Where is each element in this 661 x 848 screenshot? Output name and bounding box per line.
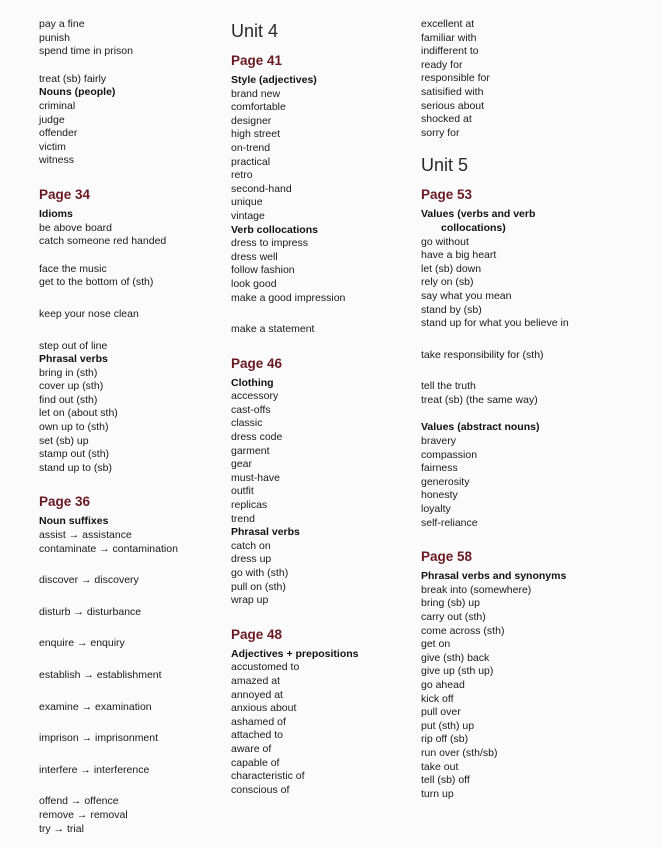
vocab-item: gear	[231, 458, 253, 471]
vocab-item: bravery	[421, 435, 457, 448]
column-1	[39, 18, 219, 836]
vocab-item: have a big heart	[421, 249, 497, 262]
vocab-item: conscious of	[231, 783, 290, 796]
unit-heading: Unit 4	[231, 21, 279, 41]
vocab-item: get to the bottom of (sth)	[39, 276, 154, 289]
vocab-item: generosity	[421, 475, 470, 488]
word-list	[421, 380, 621, 407]
vocab-item: offend → offence	[39, 795, 119, 808]
vocab-item: outfit	[231, 485, 254, 498]
vocab-item: punish	[39, 31, 70, 44]
vocab-item: examine → examination	[39, 700, 152, 713]
vocab-item: assist → assistance	[39, 529, 132, 542]
vocab-item: loyalty	[421, 503, 451, 516]
vocab-item: cover up (sth)	[39, 380, 104, 393]
vocab-item: own up to (sth)	[39, 421, 109, 434]
vocab-item: make a good impression	[231, 291, 346, 304]
section-heading: Adjectives + prepositions	[231, 647, 359, 660]
word-list	[231, 237, 411, 305]
vocab-item: rip off (sb)	[421, 733, 469, 746]
vocab-item: put (sth) up	[421, 719, 475, 732]
vocab-item: judge	[39, 113, 65, 126]
vocab-item: criminal	[39, 99, 76, 112]
section-heading: Phrasal verbs and synonyms	[421, 570, 567, 583]
vocab-item: attached to	[231, 729, 283, 742]
vocab-item: dress code	[231, 431, 283, 444]
word-list	[421, 435, 621, 530]
vocab-item: establish → establishment	[39, 669, 162, 681]
vocab-item: contaminate → contamination	[39, 542, 178, 555]
vocab-item: enquire → enquiry	[39, 637, 125, 650]
vocab-item: break into (somewhere)	[421, 583, 532, 596]
vocab-item: sorry for	[421, 126, 460, 139]
vocab-item: interfere → interference	[39, 763, 150, 776]
word-list	[39, 574, 219, 588]
vocab-item: look good	[231, 277, 277, 290]
vocab-item: take out	[421, 760, 459, 773]
vocab-item: offender	[39, 127, 78, 140]
vocab-item: annoyed at	[231, 688, 283, 701]
vocab-item: face the music	[39, 262, 107, 275]
word-list	[421, 236, 621, 331]
word-list	[421, 18, 621, 140]
vocab-item: keep your nose clean	[39, 307, 139, 320]
vocab-item: carry out (sth)	[421, 611, 486, 623]
vocab-item: accessory	[231, 390, 279, 403]
word-list	[39, 222, 219, 249]
vocab-item: retro	[231, 169, 253, 182]
page-heading: Page 46	[231, 355, 283, 371]
word-list	[39, 701, 219, 715]
vocab-item: high street	[231, 128, 281, 141]
page-heading: Page 36	[39, 494, 91, 510]
word-list	[39, 669, 219, 683]
vocab-item: rely on (sb)	[421, 276, 474, 289]
vocab-item: comfortable	[231, 101, 286, 114]
section-heading: Verb collocations	[231, 223, 318, 236]
vocab-item: anxious about	[231, 702, 297, 715]
vocab-item: turn up	[421, 787, 454, 800]
vocab-item: satisified with	[421, 85, 484, 98]
vocab-item: stand by (sb)	[421, 303, 482, 316]
vocab-item: be above board	[39, 221, 112, 234]
vocab-item: second-hand	[231, 182, 292, 195]
word-list	[39, 100, 219, 168]
vocab-item: serious about	[421, 99, 485, 112]
vocab-item: run over (sth/sb)	[421, 746, 498, 759]
word-list	[39, 637, 219, 651]
unit-heading: Unit 5	[421, 155, 469, 176]
vocab-item: go with (sth)	[231, 567, 289, 579]
vocab-item: treat (sb) fairly	[39, 72, 107, 85]
word-list	[421, 349, 621, 363]
vocab-item: let (sb) down	[421, 262, 482, 275]
vocab-item: step out of line	[39, 339, 108, 352]
vocab-item: try → trial	[39, 822, 84, 835]
word-list	[39, 73, 219, 87]
vocab-item: witness	[39, 154, 75, 167]
vocab-item: on-trend	[231, 141, 271, 154]
page-heading: Page 58	[421, 549, 473, 565]
vocab-item: characteristic of	[231, 770, 305, 783]
column-2	[231, 18, 411, 797]
word-list	[231, 390, 411, 526]
section-heading: Noun suffixes	[39, 515, 109, 528]
vocab-item: amazed at	[231, 674, 281, 687]
section-heading: Nouns (people)	[39, 86, 116, 99]
vocab-item: tell (sb) off	[421, 774, 470, 787]
column-3	[421, 18, 621, 801]
vocab-item: treat (sb) (the same way)	[421, 393, 538, 406]
vocab-item: ready for	[421, 58, 463, 71]
page-heading: Page 48	[231, 626, 283, 642]
vocab-item: stand up for what you believe in	[421, 317, 569, 330]
vocab-item: go without	[421, 235, 469, 248]
word-list	[39, 795, 219, 836]
vocab-item: find out (sth)	[39, 393, 98, 406]
word-list	[39, 529, 219, 556]
vocab-item: catch on	[231, 539, 271, 552]
vocab-item: shocked at	[421, 113, 472, 126]
vocab-item: set (sb) up	[39, 434, 89, 447]
vocab-item: stamp out (sth)	[39, 448, 110, 461]
vocab-item: cast-offs	[231, 403, 271, 416]
vocab-item: brand new	[231, 87, 281, 100]
vocab-item: practical	[231, 155, 271, 168]
section-heading: Style (adjectives)	[231, 74, 317, 86]
vocab-item: go ahead	[421, 678, 465, 691]
section-heading: Values (abstract nouns)	[421, 421, 540, 434]
vocab-item: spend time in prison	[39, 45, 133, 58]
vocab-item: unique	[231, 196, 263, 209]
vocab-item: indifferent to	[421, 45, 479, 58]
vocab-item: tell the truth	[421, 380, 476, 393]
vocab-item: let on (about sth)	[39, 407, 118, 420]
word-list	[231, 540, 411, 608]
vocab-item: dress to impress	[231, 237, 309, 250]
vocab-item: make a statement	[231, 323, 315, 336]
word-list	[39, 18, 219, 59]
word-list	[39, 308, 219, 322]
vocab-item: victim	[39, 140, 66, 153]
vocab-item: give up (sth up)	[421, 665, 494, 678]
section-heading: Clothing	[231, 376, 274, 389]
section-heading: Idioms	[39, 207, 73, 220]
vocab-item: dress up	[231, 553, 272, 566]
word-list	[39, 263, 219, 290]
vocab-item: follow fashion	[231, 264, 295, 277]
vocab-item: catch someone red handed	[39, 235, 167, 248]
section-heading: Phrasal verbs	[231, 526, 300, 539]
vocab-item: classic	[231, 417, 263, 430]
section-heading-continued: collocations)	[441, 221, 506, 234]
vocab-item: must-have	[231, 471, 281, 484]
vocab-item: kick off	[421, 692, 454, 705]
vocab-item: pay a fine	[39, 18, 85, 30]
page-heading: Page 34	[39, 186, 91, 202]
vocab-item: disturb → disturbance	[39, 605, 142, 618]
vocab-item: say what you mean	[421, 289, 512, 302]
vocab-item: honesty	[421, 489, 458, 502]
word-list	[39, 340, 219, 354]
vocab-item: take responsibility for (sth)	[421, 348, 544, 361]
word-list	[39, 367, 219, 476]
vocab-item: trend	[231, 512, 255, 525]
vocab-item: excellent at	[421, 18, 475, 30]
vocab-item: fairness	[421, 462, 458, 475]
vocab-item: ashamed of	[231, 715, 286, 728]
vocab-item: come across (sth)	[421, 624, 505, 637]
vocab-item: capable of	[231, 756, 280, 769]
vocab-item: remove → removal	[39, 808, 128, 821]
vocab-item: aware of	[231, 742, 272, 755]
vocab-item: familiar with	[421, 31, 477, 44]
vocab-item: self-reliance	[421, 516, 478, 529]
word-list	[39, 606, 219, 620]
vocab-item: accustomed to	[231, 661, 300, 674]
word-list	[231, 661, 411, 797]
word-list	[39, 764, 219, 778]
vocab-item: dress well	[231, 250, 278, 263]
vocab-item: pull over	[421, 706, 461, 719]
vocab-item: pull on (sth)	[231, 580, 286, 593]
vocab-item: bring (sb) up	[421, 597, 480, 610]
word-list	[39, 732, 219, 746]
vocab-item: get on	[421, 638, 451, 651]
vocab-item: vintage	[231, 209, 265, 222]
vocab-item: give (sth) back	[421, 651, 490, 664]
page-heading: Page 53	[421, 187, 473, 203]
section-heading: Values (verbs and verb	[421, 208, 536, 221]
word-list	[231, 323, 411, 337]
vocab-item: discover → discovery	[39, 574, 139, 587]
vocab-item: compassion	[421, 448, 478, 461]
vocab-item: stand up to (sb)	[39, 461, 112, 474]
word-list	[421, 584, 621, 802]
vocab-item: imprison → imprisonment	[39, 732, 159, 745]
vocab-item: garment	[231, 444, 270, 457]
vocab-item: wrap up	[231, 594, 269, 607]
section-heading: Phrasal verbs	[39, 353, 108, 366]
word-list	[231, 88, 411, 224]
vocab-item: designer	[231, 114, 272, 127]
vocab-item: bring in (sth)	[39, 366, 98, 379]
page-heading: Page 41	[231, 53, 283, 68]
vocab-item: replicas	[231, 499, 268, 512]
vocab-item: responsible for	[421, 72, 490, 85]
